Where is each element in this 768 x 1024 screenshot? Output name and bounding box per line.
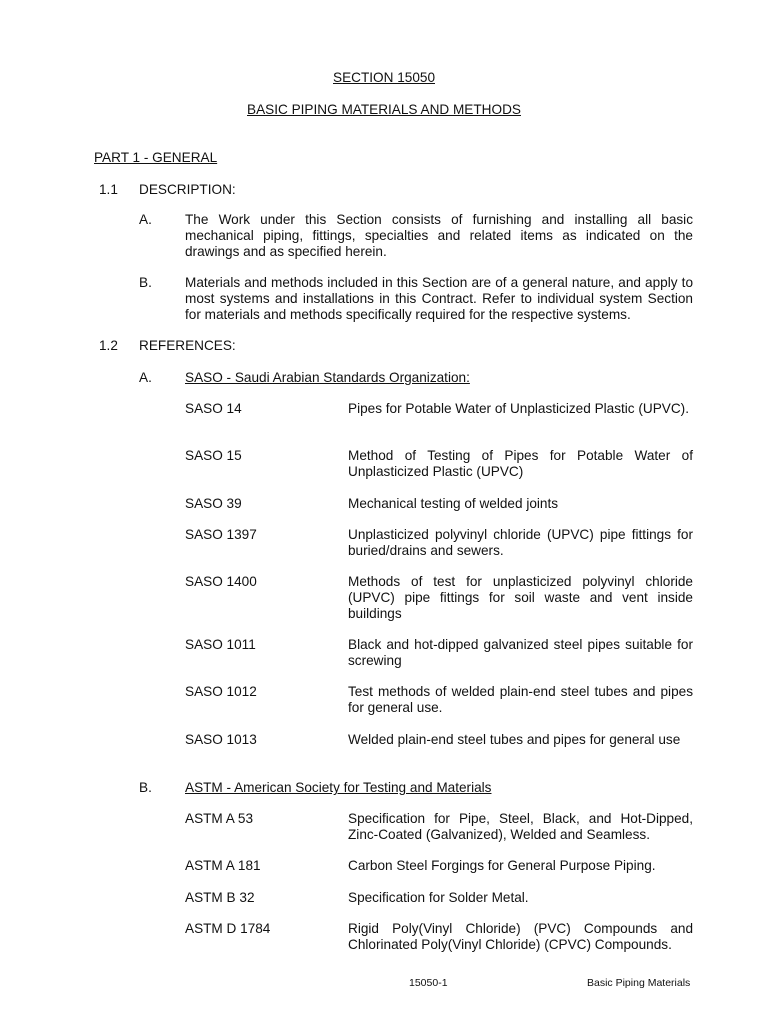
saso-group-heading: SASO - Saudi Arabian Standards Organization: [185,370,470,385]
reference-description: Black and hot-dipped galvanized steel pipes suitable for screwing [348,637,693,668]
reference-code: SASO 15 [185,448,242,463]
reference-description: Specification for Solder Metal. [348,890,529,905]
reference-row [0,401,768,417]
reference-description: Mechanical testing of welded joints [348,496,559,511]
reference-description: Methods of test for unplasticized polyvinyl chloride (UPVC) pipe fittings for soil waste and vent inside buildings [348,574,693,621]
section-title: SECTION 15050 [333,70,435,85]
description-paragraph-a: The Work under this Section consists of furnishing and installing all basic mechanical piping, fittings, specialties and related items as indicated on the drawings and as specified herein. [185,212,693,259]
item-letter: B. [139,275,152,290]
reference-code: SASO 39 [185,496,242,511]
reference-row [0,574,768,621]
reference-code: SASO 1400 [185,574,257,589]
reference-description: Welded plain-end steel tubes and pipes for general use [348,732,681,747]
reference-row [0,496,768,512]
section-heading-description: DESCRIPTION: [139,182,236,197]
reference-description: Pipes for Potable Water of Unplasticized Plastic (UPVC). [348,401,689,416]
reference-row [0,684,768,715]
reference-code: SASO 1013 [185,732,257,747]
reference-description: Test methods of welded plain-end steel tubes and pipes for general use. [348,684,693,715]
page-number: 15050-1 [409,977,448,989]
reference-code: SASO 1397 [185,527,257,542]
footer-document-title: Basic Piping Materials [587,977,691,989]
reference-code: ASTM D 1784 [185,921,271,936]
reference-code: SASO 1012 [185,684,257,699]
reference-description: Rigid Poly(Vinyl Chloride) (PVC) Compounds and Chlorinated Poly(Vinyl Chloride) (CPVC) Compounds. [348,921,693,952]
reference-row [0,921,768,952]
reference-row [0,890,768,906]
reference-code: ASTM A 181 [185,858,261,873]
reference-code: SASO 1011 [185,637,256,652]
reference-row [0,527,768,558]
reference-description: Unplasticized polyvinyl chloride (UPVC) pipe fittings for buried/drains and sewers. [348,527,693,558]
reference-description: Specification for Pipe, Steel, Black, and Hot-Dipped, Zinc-Coated (Galvanized), Welded and Seamless. [348,811,693,842]
part-heading: PART 1 - GENERAL [94,150,218,165]
reference-description: Carbon Steel Forgings for General Purpose Piping. [348,858,656,873]
reference-row [0,811,768,842]
section-number-1-1: 1.1 [99,182,118,197]
astm-group-heading: ASTM - American Society for Testing and Materials [185,780,492,795]
reference-row [0,732,768,748]
item-letter: A. [139,212,152,227]
reference-row [0,448,768,479]
reference-row [0,858,768,874]
reference-description: Method of Testing of Pipes for Potable Water of Unplasticized Plastic (UPVC) [348,448,693,479]
reference-code: ASTM A 53 [185,811,254,826]
section-subtitle: BASIC PIPING MATERIALS AND METHODS [247,102,521,117]
description-paragraph-b: Materials and methods included in this Section are of a general nature, and apply to most systems and installations in this Contract. Refer to individual system Section for materials and methods specifically required for the respective systems. [185,275,693,322]
group-letter: B. [139,780,152,795]
reference-code: SASO 14 [185,401,242,416]
reference-code: ASTM B 32 [185,890,255,905]
section-heading-references: REFERENCES: [139,338,236,353]
reference-row [0,637,768,668]
section-number-1-2: 1.2 [99,338,118,353]
group-letter: A. [139,370,152,385]
